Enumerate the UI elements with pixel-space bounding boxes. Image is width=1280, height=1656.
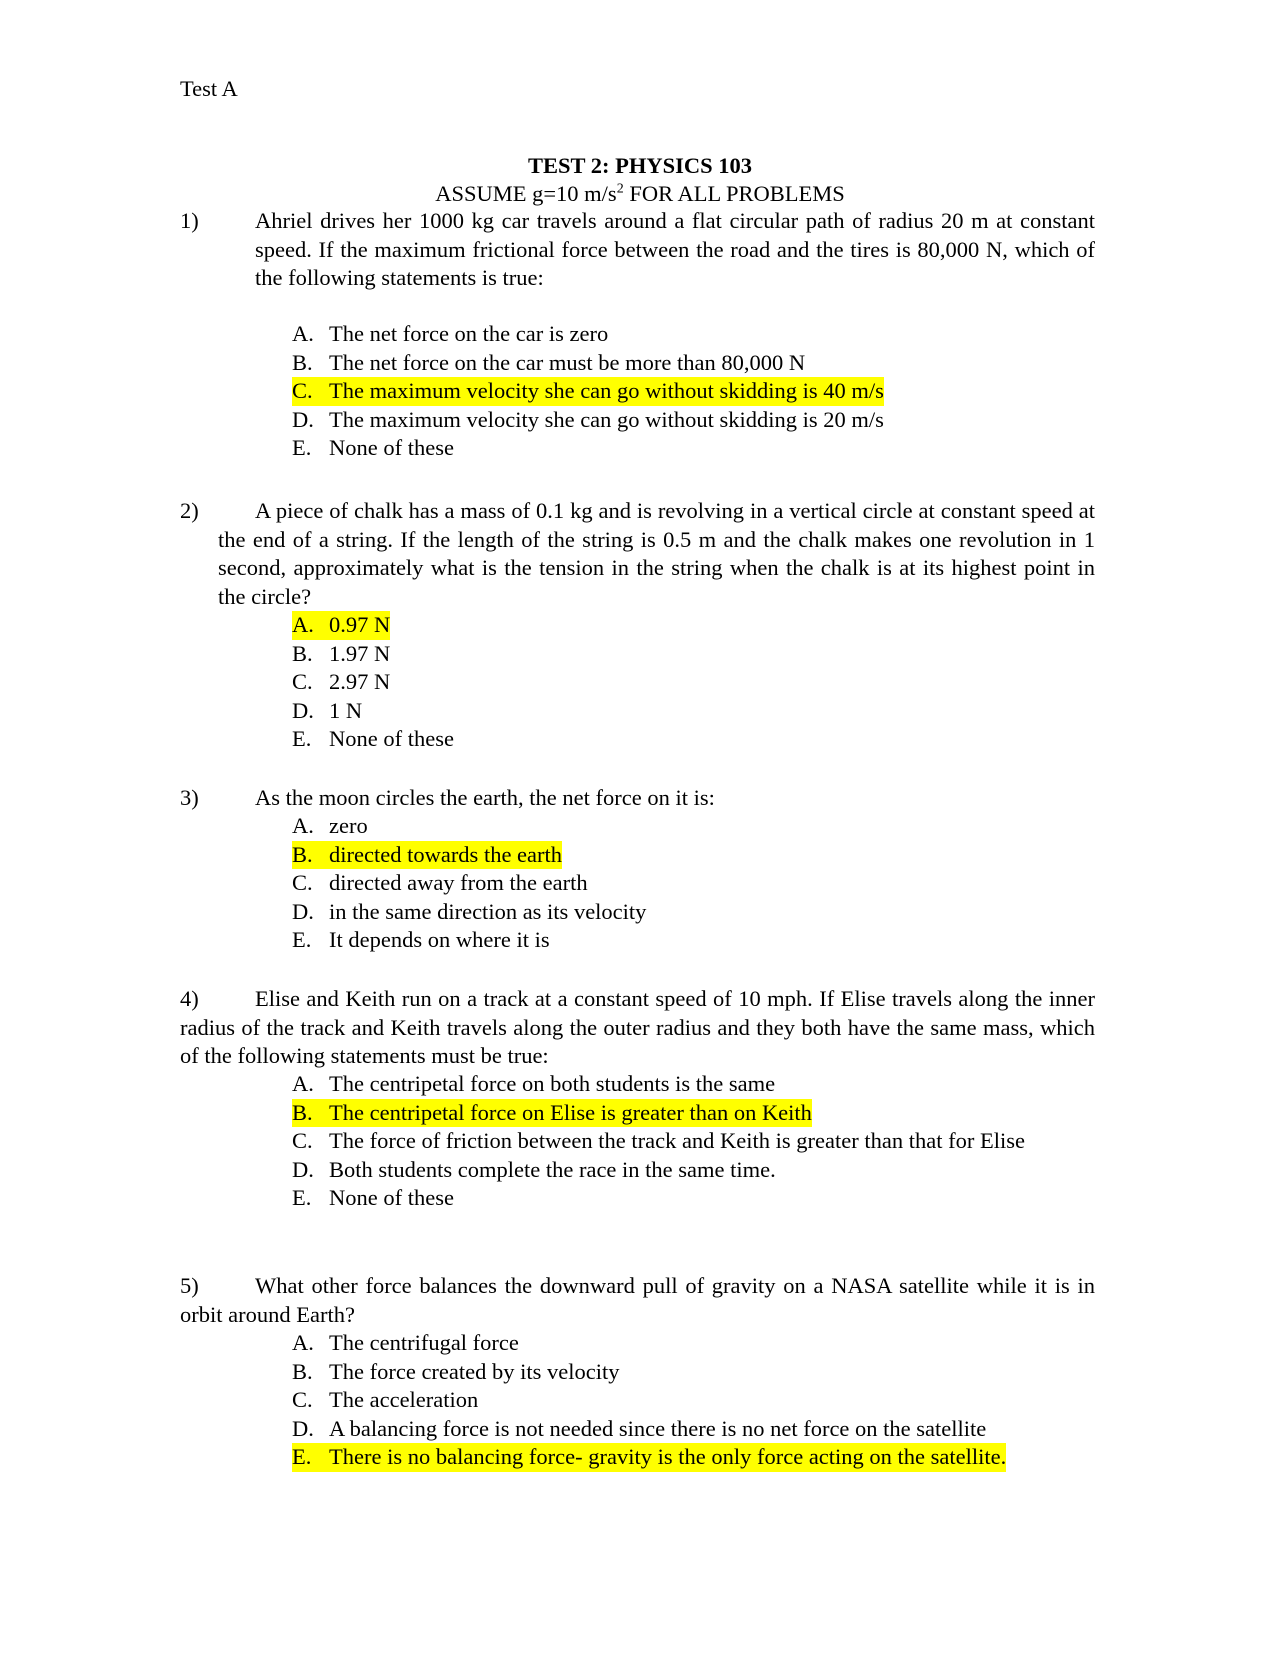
option-letter: D.: [292, 697, 314, 723]
page-title: TEST 2: PHYSICS 103: [527, 153, 753, 178]
option-text: The acceleration: [329, 1387, 479, 1412]
option-text: The maximum velocity she can go without skidding is 20 m/s: [329, 406, 884, 432]
answer-options: [292, 320, 884, 463]
option-letter: C.: [292, 870, 313, 895]
option-letter: A.: [292, 1071, 314, 1096]
option-letter: E.: [292, 726, 312, 751]
option-letter: B.: [292, 1358, 313, 1384]
option-text: 0.97 N: [329, 612, 391, 637]
answer-option[interactable]: [292, 725, 454, 754]
question-number: 4): [180, 986, 199, 1011]
option-text: 2.97 N: [329, 669, 391, 694]
answer-option[interactable]: [292, 434, 884, 463]
option-text: zero: [329, 813, 368, 838]
question-text: Ahriel drives her 1000 kg car travels around a flat circular path of radius 20 m at constant speed. If the maximum frictional force between the road and the tires is 80,000 N, which of the following statements is true:: [255, 208, 1095, 290]
question-text: Elise and Keith run on a track at a constant speed of 10 mph. If Elise travels along the inner radius of the track and Keith travels along the outer radius and they both have the same mass, which of the following statements must be true:: [180, 986, 1095, 1068]
question-number: 2): [180, 498, 199, 523]
option-letter: B.: [292, 349, 313, 375]
option-text: None of these: [329, 726, 454, 751]
option-letter: E.: [292, 1185, 312, 1210]
option-letter: D.: [292, 898, 314, 924]
question-text: A piece of chalk has a mass of 0.1 kg and is revolving in a vertical circle at constant speed at the end of a string. If the length of the string is 0.5 m and the chalk makes one revolution in 1 second, approximately what is the tension in the string when the chalk is at its highest point in the circle?: [218, 498, 1095, 609]
answer-option[interactable]: [292, 1358, 1006, 1387]
answer-option[interactable]: [292, 668, 454, 697]
page-subtitle: [0, 180, 1280, 208]
question-text: What other force balances the downward pull of gravity on a NASA satellite while it is in orbit around Earth?: [180, 1273, 1095, 1327]
option-text: None of these: [329, 435, 454, 460]
option-text: directed away from the earth: [329, 870, 588, 895]
answer-option[interactable]: [292, 1184, 1052, 1213]
option-letter: C.: [292, 669, 313, 694]
option-text: 1 N: [329, 697, 363, 723]
option-letter: B.: [292, 1099, 313, 1125]
subtitle-suffix: FOR ALL PROBLEMS: [623, 181, 845, 206]
answer-option[interactable]: [292, 697, 454, 726]
answer-option[interactable]: [292, 1156, 1052, 1185]
option-text: The centrifugal force: [329, 1330, 519, 1355]
option-letter: E.: [292, 1444, 312, 1469]
option-letter: D.: [292, 406, 314, 432]
option-text: 1.97 N: [329, 640, 391, 666]
option-text: The force created by its velocity: [329, 1358, 620, 1384]
option-text: It depends on where it is: [329, 927, 550, 952]
option-letter: C.: [292, 378, 313, 403]
option-text: None of these: [329, 1185, 454, 1210]
option-text: Both students complete the race in the same time.: [329, 1156, 776, 1182]
option-letter: A.: [292, 1330, 314, 1355]
answer-options: [292, 812, 646, 955]
option-letter: A.: [292, 612, 314, 637]
answer-option-highlighted[interactable]: [292, 1099, 1052, 1128]
option-letter: C.: [292, 1128, 313, 1153]
answer-option[interactable]: [292, 926, 646, 955]
answer-option[interactable]: [292, 812, 646, 841]
answer-option[interactable]: [292, 1070, 1052, 1099]
answer-option-highlighted[interactable]: [292, 1443, 1006, 1472]
option-text: The net force on the car must be more than 80,000 N: [329, 349, 806, 375]
answer-option-highlighted[interactable]: [292, 611, 454, 640]
question-text: As the moon circles the earth, the net force on it is:: [255, 785, 715, 810]
option-letter: A.: [292, 813, 314, 838]
option-letter: B.: [292, 640, 313, 666]
test-version-label: Test A: [180, 76, 238, 101]
answer-option[interactable]: [292, 1415, 1006, 1444]
subtitle-superscript: 2: [616, 181, 624, 197]
option-text: There is no balancing force- gravity is the only force acting on the satellite.: [329, 1444, 1007, 1469]
subtitle-prefix: ASSUME g=10 m/s: [435, 181, 617, 206]
option-letter: C.: [292, 1387, 313, 1412]
question-number: 1): [180, 208, 199, 233]
option-letter: E.: [292, 927, 312, 952]
answer-option-highlighted[interactable]: [292, 841, 646, 870]
answer-option-highlighted[interactable]: [292, 377, 884, 406]
answer-option[interactable]: [292, 1329, 1006, 1358]
option-text: in the same direction as its velocity: [329, 898, 647, 924]
option-text: The centripetal force on both students is the same: [329, 1071, 776, 1096]
option-text: The net force on the car is zero: [329, 321, 609, 346]
option-text: The maximum velocity she can go without skidding is 40 m/s: [329, 378, 884, 403]
question-number: 3): [180, 785, 199, 810]
answer-option[interactable]: [292, 1127, 1052, 1156]
option-text: directed towards the earth: [329, 841, 563, 867]
question-number: 5): [180, 1273, 199, 1298]
option-letter: D.: [292, 1156, 314, 1182]
option-letter: B.: [292, 841, 313, 867]
answer-option[interactable]: [292, 869, 646, 898]
option-letter: A.: [292, 321, 314, 346]
option-letter: E.: [292, 435, 312, 460]
answer-options: [292, 1070, 1052, 1213]
answer-option[interactable]: [292, 1386, 1006, 1415]
answer-option[interactable]: [292, 349, 884, 378]
answer-option[interactable]: [292, 898, 646, 927]
answer-option[interactable]: [292, 406, 884, 435]
option-text: The force of friction between the track and Keith is greater than that for Elise: [329, 1128, 1025, 1153]
answer-options: [292, 1329, 1006, 1472]
answer-options: [292, 611, 454, 754]
option-letter: D.: [292, 1415, 314, 1441]
answer-option[interactable]: [292, 640, 454, 669]
answer-option[interactable]: [292, 320, 884, 349]
option-text: A balancing force is not needed since there is no net force on the satellite: [329, 1415, 987, 1441]
option-text: The centripetal force on Elise is greater than on Keith: [329, 1099, 812, 1125]
